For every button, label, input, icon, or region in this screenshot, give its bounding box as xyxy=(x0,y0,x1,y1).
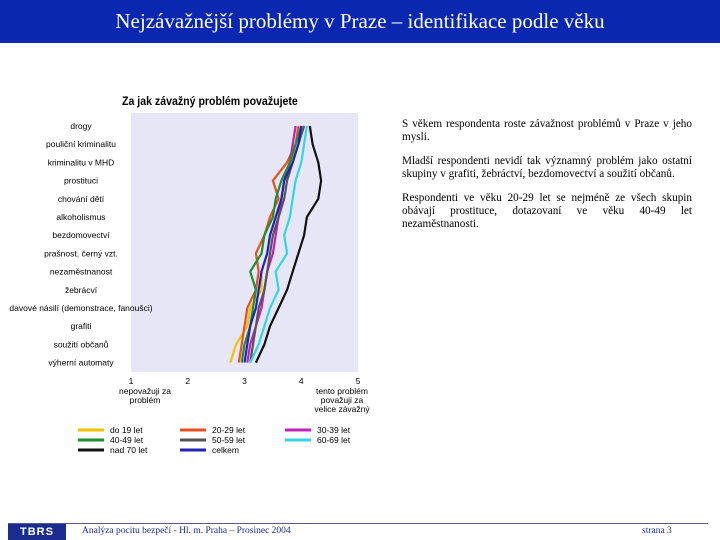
x-tick-label: 4 xyxy=(298,376,304,386)
category-label: davové násilí (demonstrace, fanoušci) xyxy=(9,303,153,313)
commentary-paragraph-1: S věkem respondenta roste závažnost problémů v Praze v jeho mysli. xyxy=(402,118,692,143)
category-label: pouliční kriminalitu xyxy=(46,139,116,150)
commentary-paragraph-2: Mladší respondenti nevidí tak významný problém jako ostatní skupiny v grafiti, žebráctví, bezdomovectví a soužití občanů. xyxy=(402,155,692,180)
category-label: nezaměstnanost xyxy=(49,266,113,277)
commentary-text xyxy=(402,118,692,242)
legend-label: 30-39 let xyxy=(317,425,351,435)
x-axis-right-caption: velice závažný xyxy=(314,404,370,414)
commentary-paragraph-3: Respondenti ve věku 20-29 let se nejméně ze všech skupin obávají prostituce, dotazovaní ve věku 40-49 let nezaměstnanosti. xyxy=(402,192,692,230)
x-tick-label: 2 xyxy=(185,376,191,386)
legend-label: celkem xyxy=(212,445,239,455)
chart-title: Za jak závažný problém považujete xyxy=(122,96,298,108)
legend-label: nad 70 let xyxy=(110,445,148,455)
legend-label: do 19 let xyxy=(110,425,143,435)
x-tick-label: 5 xyxy=(355,376,361,386)
footer-divider xyxy=(8,523,708,524)
category-label: alkoholismus xyxy=(56,212,106,222)
category-label: žebrácví xyxy=(64,284,98,295)
x-axis-right-caption: považuji za xyxy=(320,395,364,405)
legend-label: 20-29 let xyxy=(212,425,246,435)
x-tick-label: 1 xyxy=(128,376,134,386)
x-tick-label: 3 xyxy=(242,376,247,386)
footer-source: Analýza pocitu bezpečí - Hl. m. Praha – Prosinec 2004 xyxy=(82,526,291,536)
legend-label: 60-69 let xyxy=(317,435,351,445)
company-logo: TBRS xyxy=(8,524,66,540)
category-label: grafiti xyxy=(70,321,92,332)
category-label: prostituci xyxy=(63,175,99,186)
category-label: chování dětí xyxy=(57,193,105,204)
legend-label: 40-49 let xyxy=(110,435,144,445)
x-axis-left-caption: nepovažuji za xyxy=(119,386,171,396)
category-label: kriminalitu v MHD xyxy=(47,157,115,168)
legend-label: 50-59 let xyxy=(212,435,246,445)
category-label: soužití občanů xyxy=(53,339,109,350)
category-label: prašnost, černý vzt. xyxy=(44,248,118,259)
category-label: bezdomovectví xyxy=(52,230,110,241)
page-number: strana 3 xyxy=(642,526,672,536)
slide-title: Nejzávažnější problémy v Praze – identifikace podle věku xyxy=(0,0,720,43)
category-label: drogy xyxy=(70,121,92,131)
x-axis-right-caption: tento problém xyxy=(316,386,368,396)
x-axis-left-caption: problém xyxy=(129,395,161,405)
category-label: výherní automaty xyxy=(48,357,114,368)
